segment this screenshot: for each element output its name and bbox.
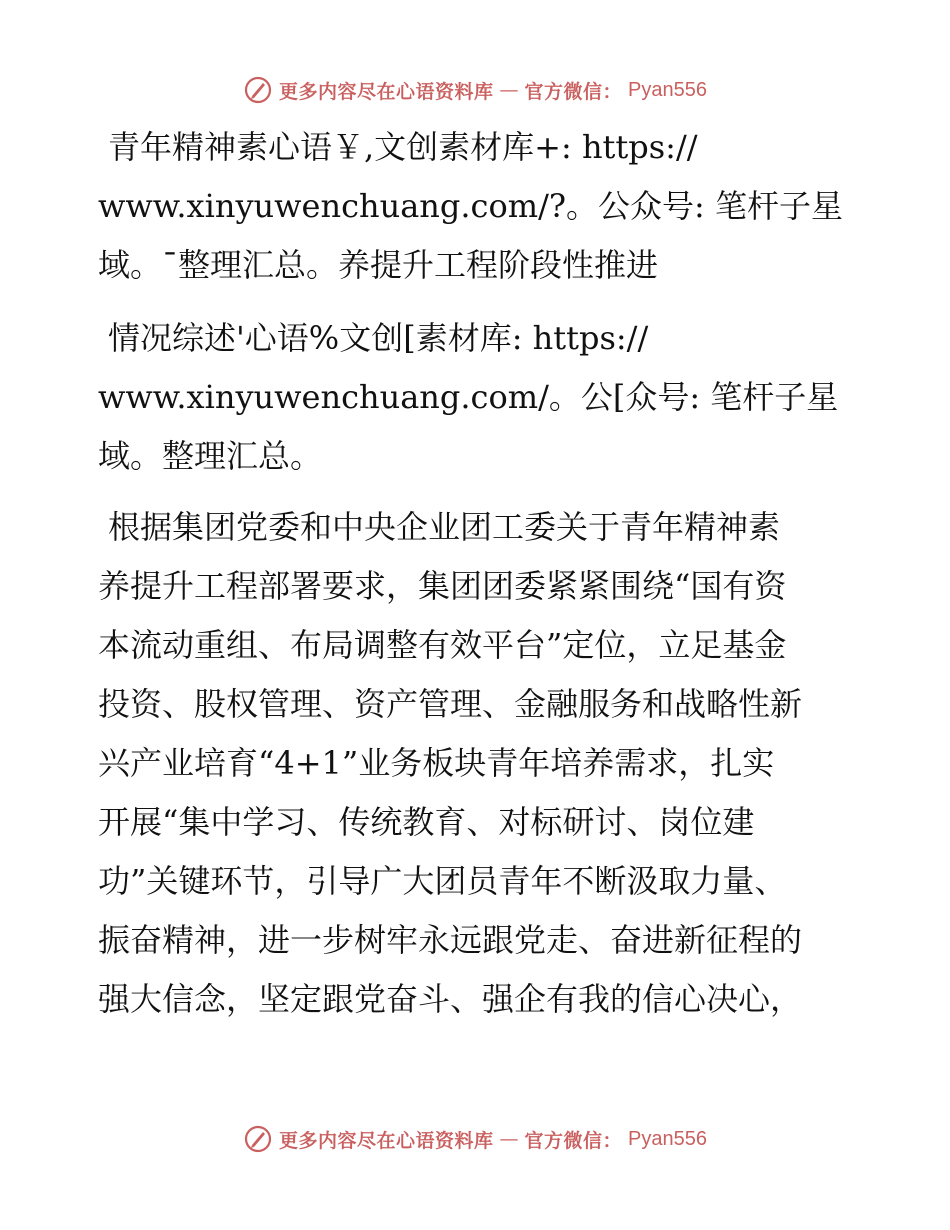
- paragraph-1: [98, 118, 858, 295]
- text-line: www.xinyuwenchuang.com/?。公众号: 笔杆子星: [98, 187, 843, 225]
- document-body: [98, 118, 858, 1029]
- text-line: 域。¯整理汇总。养提升工程阶段性推进: [98, 246, 659, 284]
- text-line: 青年精神素心语￥,文创素材库+: https://: [108, 128, 698, 166]
- text-line: www.xinyuwenchuang.com/。公[众号: 笔杆子星: [98, 378, 839, 416]
- footer-watermark: [0, 1119, 950, 1159]
- watermark-separator: —: [499, 79, 519, 101]
- text-line: 振奋精神，进一步树牢永远跟党走、奋进新征程的: [98, 921, 803, 959]
- watermark-separator: —: [499, 1128, 519, 1150]
- text-line: 开展“集中学习、传统教育、对标研讨、岗位建: [98, 803, 755, 841]
- watermark-text: 更多内容尽在心语资料库: [279, 80, 494, 103]
- text-line: 养提升工程部署要求，集团团委紧紧围绕“国有资: [98, 567, 787, 605]
- text-line: 功”关键环节，引导广大团员青年不断汲取力量、: [98, 862, 787, 900]
- paragraph-2: [98, 309, 858, 486]
- watermark-handle: Pyan556: [628, 78, 707, 101]
- paragraph-3: [98, 498, 858, 1029]
- text-line: 投资、股权管理、资产管理、金融服务和战略性新: [98, 685, 803, 723]
- watermark-text: 更多内容尽在心语资料库: [279, 1129, 494, 1152]
- watermark-label: 官方微信：: [524, 1129, 623, 1152]
- text-line: 域。整理汇总。: [98, 437, 323, 475]
- text-line: 情况综述'心语%文创[素材库: https://: [108, 319, 649, 357]
- text-line: 强大信念，坚定跟党奋斗、强企有我的信心决心，: [98, 980, 803, 1018]
- quill-logo-icon: [243, 75, 273, 105]
- watermark-handle: Pyan556: [628, 1127, 707, 1150]
- text-line: 根据集团党委和中央企业团工委关于青年精神素: [108, 508, 781, 546]
- text-line: 兴产业培育“4+1”业务板块青年培养需求，扎实: [98, 744, 775, 782]
- text-line: 本流动重组、布局调整有效平台”定位，立足基金: [98, 626, 787, 664]
- quill-logo-icon: [243, 1124, 273, 1154]
- watermark-label: 官方微信：: [524, 80, 623, 103]
- header-watermark: [0, 70, 950, 110]
